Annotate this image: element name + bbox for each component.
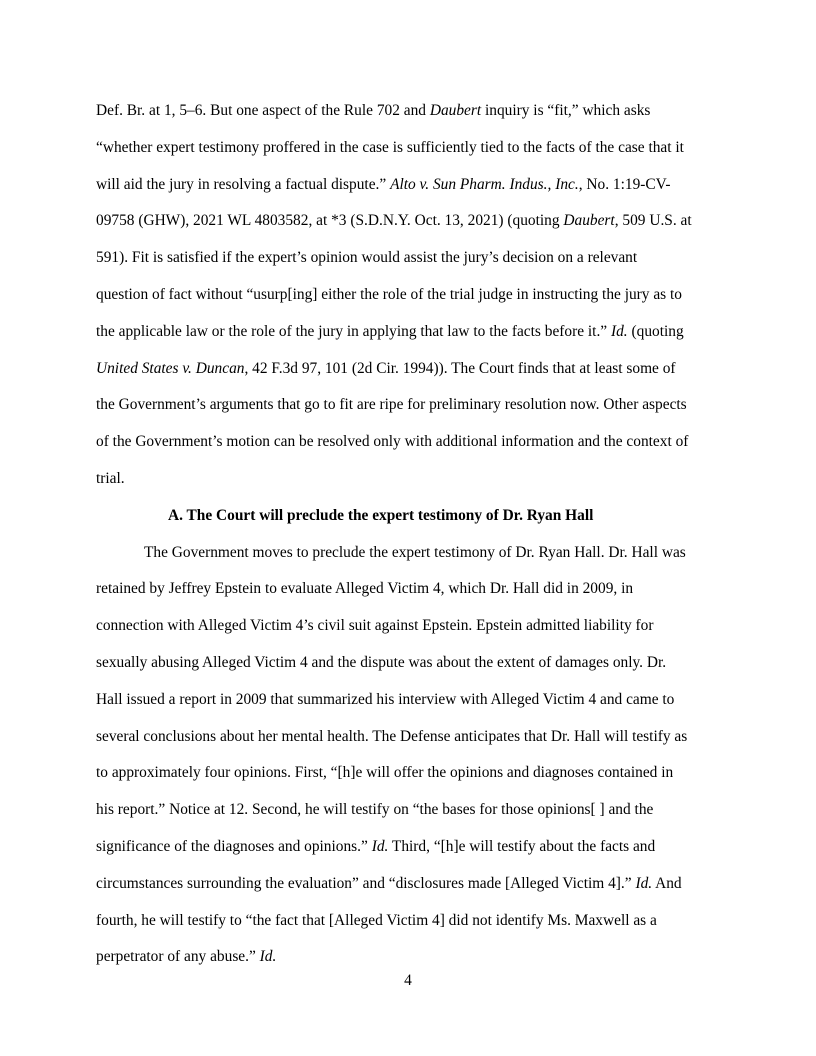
text-line <box>96 461 720 498</box>
text-segment: , No. 1:19-CV- <box>578 175 671 193</box>
text-segment: to approximately four opinions. First, “[h]e will offer the opinions and diagnoses contained in <box>96 764 674 782</box>
text-line <box>96 351 720 388</box>
text-segment: 09758 (GHW), 2021 WL 4803582, at *3 (S.D.N.Y. Oct. 13, 2021) (quoting <box>96 212 564 230</box>
text-segment: his report.” Notice at 12. Second, he will testify on “the bases for those opinions[ ] and the <box>96 801 654 819</box>
text-segment: the Government’s arguments that go to fit are ripe for preliminary resolution now. Other aspects <box>96 396 687 414</box>
text-segment: perpetrator of any abuse.” <box>96 948 260 966</box>
text-line <box>96 535 720 572</box>
italic-citation: Id. <box>259 948 277 966</box>
paragraph-fit-inquiry <box>96 93 720 498</box>
italic-citation: Daubert <box>563 212 615 230</box>
text-segment: And <box>652 874 682 892</box>
italic-citation: Daubert <box>429 102 482 119</box>
text-segment: trial. <box>96 469 125 487</box>
text-segment: , 42 F.3d 97, 101 (2d Cir. 1994)). The Court finds that at least some of <box>244 359 676 377</box>
text-segment: “whether expert testimony proffered in the case is sufficiently tied to the facts of the case that it <box>96 138 684 156</box>
italic-citation: Id. <box>635 874 653 892</box>
paragraph-dr-hall <box>96 535 720 977</box>
text-line <box>96 608 720 645</box>
text-line <box>96 903 720 940</box>
text-segment: significance of the diagnoses and opinions.” <box>96 837 372 855</box>
text-segment: fourth, he will testify to “the fact that [Alleged Victim 4] did not identify Ms. Maxwell as a <box>96 911 657 929</box>
section-heading-a: A. The Court will preclude the expert testimony of Dr. Ryan Hall <box>168 506 594 524</box>
text-line <box>96 719 720 756</box>
text-line <box>96 829 720 866</box>
text-line <box>96 866 720 903</box>
text-segment: retained by Jeffrey Epstein to evaluate Alleged Victim 4, which Dr. Hall did in 2009, in <box>96 580 634 598</box>
text-line <box>96 387 720 424</box>
text-line <box>96 167 720 204</box>
text-segment: inquiry is “fit,” which asks <box>481 102 651 119</box>
text-segment: circumstances surrounding the evaluation” and “disclosures made [Alleged Victim 4].” <box>96 874 636 892</box>
text-segment: Third, “[h]e will testify about the facts and <box>388 837 656 855</box>
text-segment: , 509 U.S. at <box>614 212 692 230</box>
text-line <box>96 755 720 792</box>
text-segment: several conclusions about her mental health. The Defense anticipates that Dr. Hall will testify as <box>96 727 688 745</box>
text-line <box>96 682 720 719</box>
italic-citation: Id. <box>371 837 389 855</box>
text-segment: will aid the jury in resolving a factual dispute.” <box>96 175 391 193</box>
page-number: 4 <box>404 972 412 989</box>
italic-citation: Id. <box>610 322 628 340</box>
text-line <box>96 203 720 240</box>
text-line <box>96 571 720 608</box>
text-segment: 591). Fit is satisfied if the expert’s opinion would assist the jury’s decision on a relevant <box>96 249 638 267</box>
text-segment: question of fact without “usurp[ing] either the role of the trial judge in instructing the jury as to <box>96 285 682 303</box>
text-segment: Def. Br. at 1, 5–6. But one aspect of the Rule 702 and <box>96 102 430 119</box>
text-segment: The Government moves to preclude the expert testimony of Dr. Ryan Hall. Dr. Hall was <box>144 543 686 561</box>
text-line <box>96 130 720 167</box>
text-line <box>96 93 720 130</box>
italic-citation: United States v. Duncan <box>96 359 245 377</box>
text-line <box>96 240 720 277</box>
text-segment: Hall issued a report in 2009 that summarized his interview with Alleged Victim 4 and came to <box>96 690 675 708</box>
text-segment: the applicable law or the role of the jury in applying that law to the facts before it.” <box>96 322 611 340</box>
document-page <box>96 93 720 976</box>
text-line <box>96 424 720 461</box>
italic-citation: Alto v. Sun Pharm. Indus., Inc. <box>390 175 579 193</box>
text-line <box>96 645 720 682</box>
text-segment: connection with Alleged Victim 4’s civil suit against Epstein. Epstein admitted liability for <box>96 617 654 635</box>
text-segment: (quoting <box>627 322 684 340</box>
text-line <box>96 277 720 314</box>
text-line <box>96 792 720 829</box>
text-segment: sexually abusing Alleged Victim 4 and the dispute was about the extent of damages only. Dr. <box>96 653 667 671</box>
text-segment: of the Government’s motion can be resolved only with additional information and the context of <box>96 433 689 451</box>
text-line <box>96 314 720 351</box>
